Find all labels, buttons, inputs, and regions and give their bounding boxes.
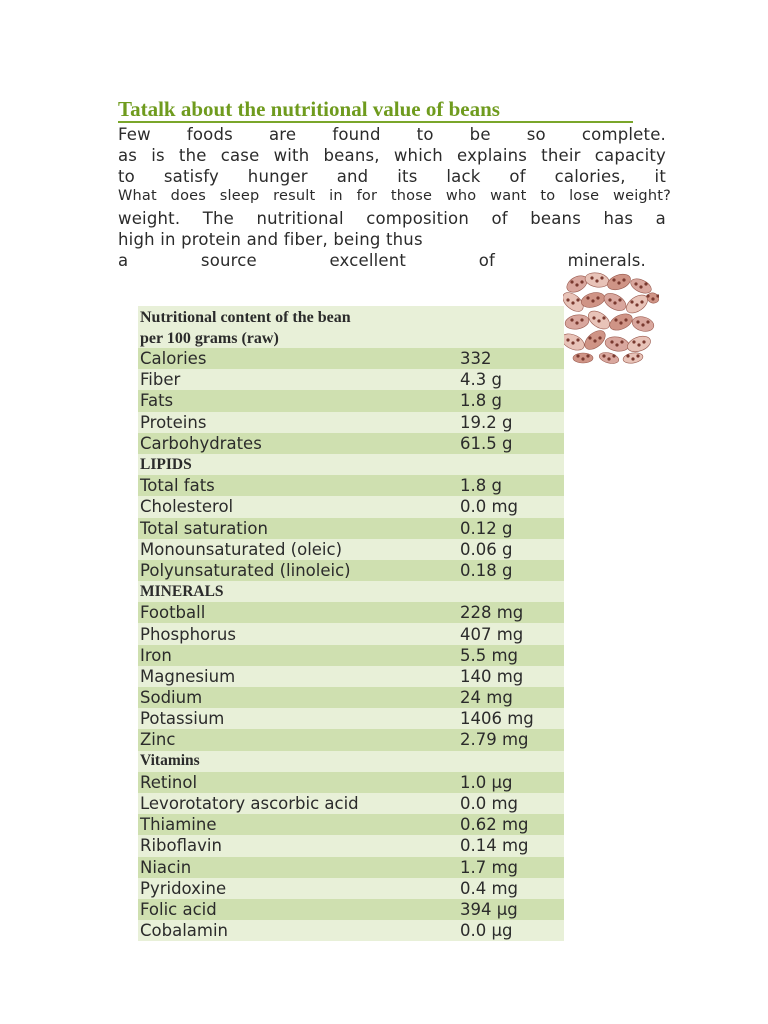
paragraph-line-7 <box>118 250 646 271</box>
paragraph-line-4: What does sleep result in for those who want to lose weight? <box>118 188 671 204</box>
paragraph-word: of <box>478 251 496 270</box>
paragraph-word: source <box>200 251 257 270</box>
table-section-header <box>138 751 564 772</box>
nutrient-value: 0.12 g <box>460 518 513 538</box>
table-row <box>138 518 564 539</box>
nutrient-name: Niacin <box>140 857 192 877</box>
paragraph-line-1: Few foods are found to be so complete. <box>118 125 666 144</box>
paragraph-word: excellent <box>329 251 407 270</box>
table-row <box>138 857 564 878</box>
nutrient-name: Levorotatory ascorbic acid <box>140 794 359 814</box>
nutrient-name: Folic acid <box>140 899 217 919</box>
nutrient-value: 61.5 g <box>460 433 513 453</box>
paragraph-line-2: as is the case with beans, which explains their capacity <box>118 146 666 165</box>
table-row <box>138 899 564 920</box>
nutrient-value: 1.0 µg <box>460 772 513 792</box>
nutrient-name: Pyridoxine <box>140 878 227 898</box>
table-row <box>138 369 564 390</box>
table-row <box>138 433 564 454</box>
paragraph-word: minerals. <box>567 251 646 270</box>
table-row <box>138 814 564 835</box>
nutrient-name: Iron <box>140 645 172 665</box>
table-row <box>138 666 564 687</box>
nutrient-value: 0.18 g <box>460 560 513 580</box>
table-row <box>138 496 564 517</box>
nutrient-value: 140 mg <box>460 666 524 686</box>
table-header-line-2: per 100 grams (raw) <box>140 330 279 347</box>
table-row <box>138 539 564 560</box>
paragraph-line-5: weight. The nutritional composition of beans has a <box>118 209 666 228</box>
nutrient-name: Sodium <box>140 688 203 708</box>
nutrient-name: Calories <box>140 349 207 369</box>
nutrient-value: 0.0 µg <box>460 921 513 941</box>
nutrient-value: 0.62 mg <box>460 815 529 835</box>
table-row <box>138 623 564 644</box>
nutrient-name: Cholesterol <box>140 497 234 517</box>
page-title: Tatalk about the nutritional value of beans <box>118 97 633 123</box>
table-row <box>138 412 564 433</box>
nutrient-name: Potassium <box>140 709 225 729</box>
table-row <box>138 920 564 941</box>
nutrient-name: Fats <box>140 391 174 411</box>
nutrient-value: 5.5 mg <box>460 645 519 665</box>
nutrient-value: 1.7 mg <box>460 857 519 877</box>
nutrient-value: 407 mg <box>460 624 524 644</box>
table-header <box>138 306 564 348</box>
nutrient-value: 0.14 mg <box>460 836 529 856</box>
nutrient-name: Monounsaturated (oleic) <box>140 539 343 559</box>
table-row <box>138 772 564 793</box>
nutrient-name: Carbohydrates <box>140 433 262 453</box>
nutrient-value: 4.3 g <box>460 370 502 390</box>
nutrient-value: 1406 mg <box>460 709 534 729</box>
section-label: Vitamins <box>140 752 200 770</box>
nutrient-name: Football <box>140 603 206 623</box>
table-row <box>138 348 564 369</box>
nutrient-value: 0.4 mg <box>460 878 519 898</box>
nutrient-value: 1.8 g <box>460 391 502 411</box>
nutrient-value: 0.0 mg <box>460 497 519 517</box>
nutrient-name: Retinol <box>140 772 198 792</box>
table-row <box>138 602 564 623</box>
nutrient-name: Proteins <box>140 412 207 432</box>
nutrient-value: 394 µg <box>460 899 518 919</box>
nutrient-name: Total saturation <box>140 518 268 538</box>
table-section-header <box>138 454 564 475</box>
nutrient-value: 1.8 g <box>460 476 502 496</box>
nutrient-value: 2.79 mg <box>460 730 529 750</box>
nutrient-value: 228 mg <box>460 603 524 623</box>
paragraph-word: a <box>118 251 129 270</box>
table-row <box>138 560 564 581</box>
nutrient-name: Zinc <box>140 730 176 750</box>
nutrient-value: 24 mg <box>460 688 513 708</box>
table-row <box>138 729 564 750</box>
nutrient-name: Magnesium <box>140 666 236 686</box>
table-row <box>138 645 564 666</box>
nutrient-name: Cobalamin <box>140 921 229 941</box>
paragraph-line-3: to satisfy hunger and its lack of calories, it <box>118 167 666 186</box>
table-row <box>138 793 564 814</box>
nutrition-table <box>138 306 564 941</box>
nutrient-name: Thiamine <box>140 815 217 835</box>
table-row <box>138 708 564 729</box>
nutrient-name: Fiber <box>140 370 181 390</box>
table-row <box>138 835 564 856</box>
nutrient-value: 0.0 mg <box>460 794 519 814</box>
nutrient-name: Polyunsaturated (linoleic) <box>140 560 351 580</box>
table-section-header <box>138 581 564 602</box>
paragraph-line-6: high in protein and fiber, being thus <box>118 230 423 249</box>
table-header-line-1: Nutritional content of the bean <box>140 309 351 326</box>
table-row <box>138 878 564 899</box>
nutrient-name: Riboflavin <box>140 836 222 856</box>
nutrient-name: Phosphorus <box>140 624 236 644</box>
beans-image <box>563 272 659 364</box>
section-label: LIPIDS <box>140 455 192 473</box>
nutrient-value: 19.2 g <box>460 412 513 432</box>
table-row <box>138 687 564 708</box>
nutrient-value: 0.06 g <box>460 539 513 559</box>
nutrient-name: Total fats <box>140 476 215 496</box>
table-row <box>138 390 564 411</box>
table-row <box>138 475 564 496</box>
nutrient-value: 332 <box>460 349 492 369</box>
section-label: MINERALS <box>140 582 224 600</box>
